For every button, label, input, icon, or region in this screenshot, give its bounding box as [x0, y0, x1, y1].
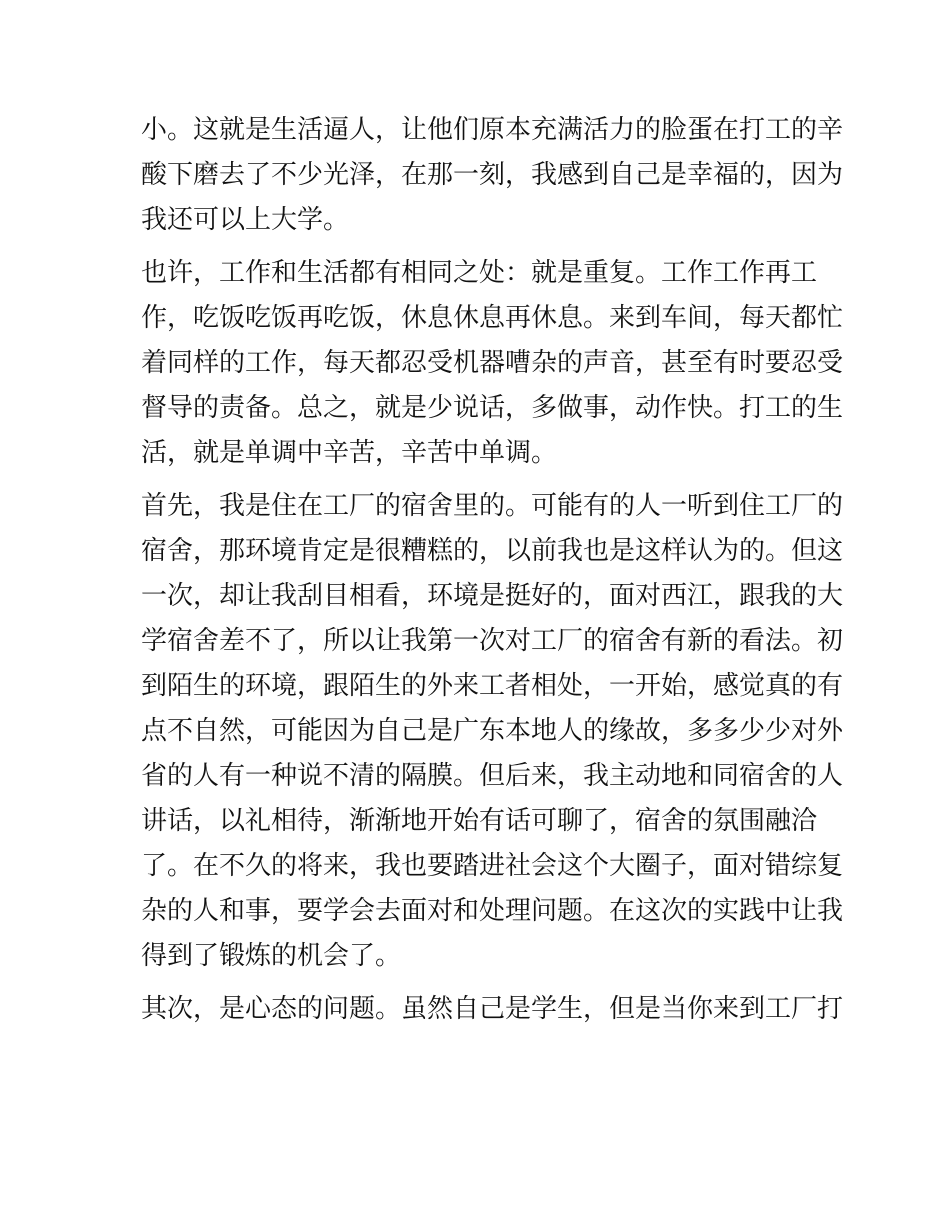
- text-line: 督导的责备。总之，就是少说话，多做事，动作快。打工的生: [141, 393, 844, 423]
- text-line: 杂的人和事，要学会去面对和处理问题。在这次的实践中让我: [141, 896, 844, 926]
- text-line: 其次，是心态的问题。虽然自己是学生，但是当你来到工厂打: [141, 994, 844, 1024]
- text-line: 酸下磨去了不少光泽，在那一刻，我感到自己是幸福的，因为: [141, 160, 844, 190]
- text-line: 得到了锻炼的机会了。: [141, 941, 402, 971]
- text-line: 活，就是单调中辛苦，辛苦中单调。: [141, 438, 558, 468]
- paragraph-gap: [141, 979, 813, 987]
- paragraph-3: [141, 484, 844, 979]
- text-line: 我还可以上大学。: [141, 205, 350, 235]
- text-line: 到陌生的环境，跟陌生的外来工者相处，一开始，感觉真的有: [141, 671, 844, 701]
- text-line: 讲话，以礼相待，渐渐地开始有话可聊了，宿舍的氛围融洽: [141, 806, 818, 836]
- text-line: 着同样的工作，每天都忍受机器嘈杂的声音，甚至有时要忍受: [141, 348, 844, 378]
- text-line: 宿舍，那环境肯定是很糟糕的，以前我也是这样认为的。但这: [141, 536, 844, 566]
- paragraph-gap: [141, 243, 813, 251]
- text-line: 也许，工作和生活都有相同之处：就是重复。工作工作再工: [141, 258, 818, 288]
- text-line: 一次，却让我刮目相看，环境是挺好的，面对西江，跟我的大: [141, 581, 844, 611]
- text-line: 首先，我是住在工厂的宿舍里的。可能有的人一听到住工厂的: [141, 491, 844, 521]
- paragraph-gap: [141, 476, 813, 484]
- paragraph-4: [141, 987, 844, 1032]
- text-line: 作，吃饭吃饭再吃饭，休息休息再休息。来到车间，每天都忙: [141, 303, 844, 333]
- document-body: [141, 108, 844, 1032]
- text-line: 小。这就是生活逼人，让他们原本充满活力的脸蛋在打工的辛: [141, 115, 844, 145]
- text-line: 了。在不久的将来，我也要踏进社会这个大圈子，面对错综复: [141, 851, 844, 881]
- paragraph-2: [141, 251, 844, 476]
- text-line: 省的人有一种说不清的隔膜。但后来，我主动地和同宿舍的人: [141, 761, 844, 791]
- text-line: 点不自然，可能因为自己是广东本地人的缘故，多多少少对外: [141, 716, 844, 746]
- paragraph-1: [141, 108, 844, 243]
- text-line: 学宿舍差不了，所以让我第一次对工厂的宿舍有新的看法。初: [141, 626, 844, 656]
